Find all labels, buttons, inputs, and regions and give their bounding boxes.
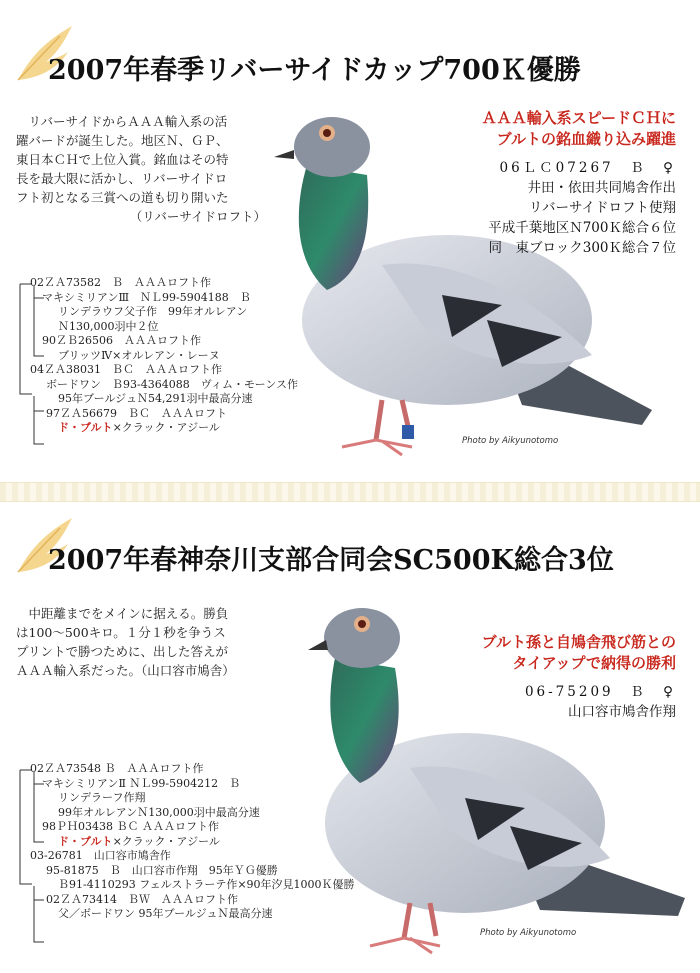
info-line: 同 東ブロック300Ｋ総合７位 <box>488 240 676 256</box>
intro-line: ＡＡＡ輸入系だった。（山口容市鳩舎） <box>16 663 235 678</box>
page-title: 2007年春季リバーサイドカップ700Ｋ優勝 <box>48 55 581 86</box>
highlight-line: ＡＡＡ輸入系スピードＣＨに <box>481 109 676 127</box>
pedigree-entry: リンデラーフ作翔 <box>58 791 146 804</box>
pedigree-list <box>30 276 299 436</box>
article-section-1 <box>0 0 700 482</box>
intro-line: 長を最大限に活かし、リバーサイドロ <box>16 171 228 186</box>
article-section-2 <box>0 500 700 973</box>
pedigree-entry: Ｂ91-4110293 フェルストラーテ作×90年汐見1000Ｋ優勝 <box>58 878 355 891</box>
highlight-line: ブルトの銘血織り込み躍進 <box>496 130 676 148</box>
intro-line: 躍バードが誕生した。地区Ｎ、ＧＰ、 <box>16 133 229 148</box>
pedigree-entry: ×クラック・アジール <box>112 834 220 848</box>
section-divider <box>0 482 700 502</box>
intro-line: フト初となる三賞への道も切り開いた <box>16 190 229 205</box>
bird-info <box>488 158 676 258</box>
pedigree-entry: マキシミリアンⅢ ＮＬ99-5904188 Ｂ <box>42 290 251 304</box>
intro-credit: （リバーサイドロフト） <box>129 209 266 224</box>
pedigree-entry: 97ＺＡ56679 ＢＣ ＡＡＡロフト <box>46 406 227 420</box>
pedigree-entry: 父／ボードワン 95年ブールジュＮ最高分速 <box>58 907 273 920</box>
pedigree-entry: 95-81875 Ｂ 山口容市作翔 95年ＹＧ優勝 <box>46 863 278 877</box>
intro-line: プリントで勝つために、出した答えが <box>16 644 229 659</box>
intro-text <box>16 604 266 680</box>
pedigree-list <box>30 762 355 922</box>
pedigree-entry: 04ＺＡ38031 ＢＣ ＡＡＡロフト作 <box>30 363 222 376</box>
pedigree-entry: 99年オルレアンＮ130,000羽中最高分速 <box>58 805 260 819</box>
intro-line: 東日本ＣＨで上位入賞。銘血はその特 <box>16 152 229 167</box>
info-line: 井田・依田共同鳩舎作出 <box>527 180 676 196</box>
pedigree-entry: Ｎ130,000羽中２位 <box>58 319 159 333</box>
ring-number: 06-75209 Ｂ ♀ <box>524 684 676 700</box>
info-line: 平成千葉地区Ｎ700Ｋ総合６位 <box>488 220 676 236</box>
pedigree-entry: リンデラウフ父子作 99年オルレアン <box>58 305 248 318</box>
pedigree-highlight: ド・ブルト <box>58 834 113 848</box>
highlight-line: ブルト孫と自鳩舎飛び筋との <box>481 633 676 651</box>
headline-highlight <box>482 632 676 674</box>
pedigree-entry: ボードワン Ｂ93-4364088 ヴィム・モーンス作 <box>46 377 299 391</box>
pedigree-entry: 02ＺＡ73414 ＢＷ ＡＡＡロフト作 <box>46 892 238 906</box>
pedigree-entry-mixed <box>58 835 355 850</box>
info-line: リバーサイドロフト使翔 <box>528 200 676 216</box>
ring-number: 06ＬＣ07267 Ｂ ♀ <box>499 160 676 176</box>
pedigree-entry: 90ＺＢ26506 ＡＡＡロフト作 <box>42 334 201 347</box>
pedigree-entry: マキシミリアンⅡ ＮＬ99-5904212 Ｂ <box>42 776 241 790</box>
pedigree-entry: 98ＰＨ03438 ＢＣ ＡＡＡロフト作 <box>42 820 219 833</box>
pedigree-entry: 03-26781 山口容市鳩舎作 <box>30 849 171 862</box>
info-line: 山口容市鳩舎作翔 <box>568 704 676 720</box>
photo-credit: Photo by Aikyunotomo <box>462 436 559 446</box>
bird-info <box>525 682 676 722</box>
intro-line: は100～500キロ。１分１秒を争うス <box>16 625 226 640</box>
pedigree-entry: ブリッツⅣ×オルレアン・レーヌ <box>58 348 220 362</box>
intro-text <box>16 112 266 226</box>
pedigree-entry: ×クラック・アジール <box>112 421 220 434</box>
pedigree-entry: 95年ブールジュＮ54,291羽中最高分速 <box>58 392 253 405</box>
headline-highlight <box>482 108 676 150</box>
pedigree-entry: 02ＺＡ73548 Ｂ ＡＡＡロフト作 <box>30 762 204 775</box>
photo-credit: Photo by Aikyunotomo <box>480 928 577 938</box>
pedigree-entry: 02ＺＡ73582 Ｂ ＡＡＡロフト作 <box>30 276 211 289</box>
intro-line: 中距離までをメインに据える。勝負 <box>16 606 229 621</box>
intro-line: リバーサイドからＡＡＡ輸入系の活 <box>16 114 228 129</box>
highlight-line: タイアップで納得の勝利 <box>512 654 676 672</box>
pedigree-highlight: ド・ブルト <box>58 421 113 434</box>
pedigree-entry-mixed <box>58 421 310 436</box>
page-title: 2007年春神奈川支部合同会SC500K総合3位 <box>48 545 614 576</box>
